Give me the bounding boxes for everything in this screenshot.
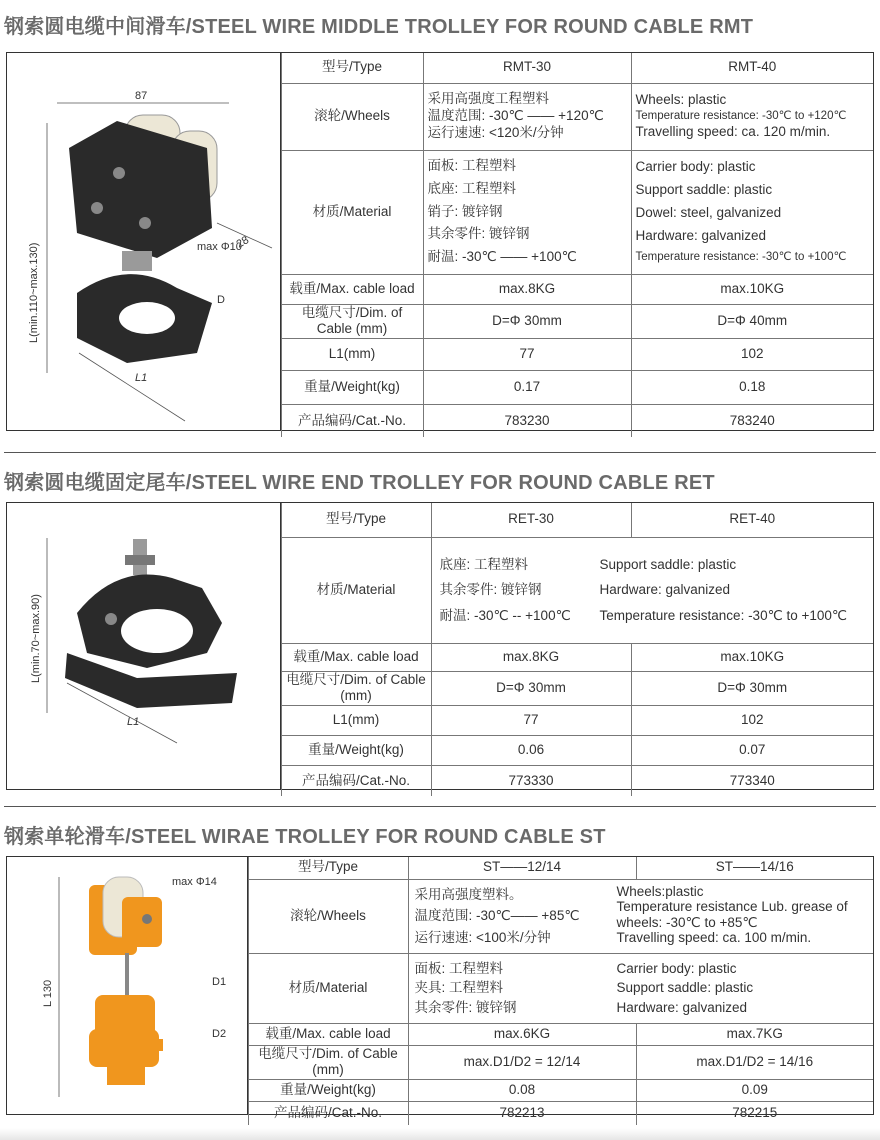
rmt-dim-l1: L1 — [135, 372, 148, 384]
ret-type-col1: RET-30 — [431, 503, 631, 537]
ret-weight-col2: 0.07 — [631, 736, 873, 766]
st-cat-col1: 782213 — [408, 1102, 636, 1125]
st-product-image — [7, 857, 248, 1114]
rmt-weight-col2: 0.18 — [631, 371, 873, 405]
st-dim-col2: max.D1/D2 = 14/16 — [636, 1045, 873, 1080]
ret-material-en: Support saddle: plastic Hardware: galvanized Temperature resistance: -30℃ to +100℃ — [599, 556, 848, 623]
st-dim-d2: D2 — [212, 1028, 227, 1040]
ret-load-col2: max.10KG — [631, 643, 873, 671]
ret-spec-table — [281, 503, 874, 796]
ret-material-label: 材质/Material — [281, 537, 431, 643]
rmt-weight-label: 重量/Weight(kg) — [281, 371, 423, 405]
section-divider — [4, 806, 876, 807]
st-cat-label: 产品编码/Cat.-No. — [248, 1102, 408, 1125]
ret-load-col1: max.8KG — [431, 643, 631, 671]
ret-l1-label: L1(mm) — [281, 706, 431, 736]
st-dim-wheel: max Φ14 — [172, 876, 217, 888]
rmt-dim-d: D — [217, 294, 225, 306]
rmt-dim-label: 电缆尺寸/Dim. of Cable (mm) — [281, 304, 423, 339]
rmt-dim-depth: 28 — [234, 234, 252, 251]
page-footer-bar — [0, 1128, 880, 1140]
st-type-col1: ST——12/14 — [408, 857, 636, 879]
rmt-dim-col2: D=Φ 40mm — [631, 304, 873, 339]
ret-weight-label: 重量/Weight(kg) — [281, 736, 431, 766]
rmt-load-col1: max.8KG — [423, 274, 631, 304]
ret-dim-height: L(min.70~max.90) — [30, 594, 42, 683]
rmt-cat-col1: 783230 — [423, 405, 631, 437]
st-wheels-cn: 采用高强度塑料。 温度范围: -30℃—— +85℃ 运行速速: <100米/分钟 — [414, 886, 580, 945]
st-load-col2: max.7KG — [636, 1023, 873, 1045]
rmt-dim-width: 87 — [135, 90, 148, 102]
st-weight-label: 重量/Weight(kg) — [248, 1080, 408, 1102]
rmt-type-col1: RMT-30 — [423, 53, 631, 83]
ret-dim-col1: D=Φ 30mm — [431, 671, 631, 706]
st-material-cn: 面板: 工程塑料 夹具: 工程塑料 其余零件: 镀锌钢 — [414, 960, 517, 1015]
ret-type-col2: RET-40 — [631, 503, 873, 537]
rmt-weight-col1: 0.17 — [423, 371, 631, 405]
st-cat-col2: 782215 — [636, 1102, 873, 1125]
rmt-wheels-label: 滚轮/Wheels — [281, 83, 423, 150]
st-material-label: 材质/Material — [248, 953, 408, 1023]
ret-weight-col1: 0.06 — [431, 736, 631, 766]
rmt-cat-col2: 783240 — [631, 405, 873, 437]
rmt-spec-table — [281, 53, 874, 437]
rmt-section-title: 钢索圆电缆中间滑车/STEEL WIRE MIDDLE TROLLEY FOR ROUND CABLE RMT — [4, 16, 754, 38]
rmt-l1-col2: 102 — [631, 339, 873, 371]
rmt-type-label: 型号/Type — [281, 53, 423, 83]
ret-product-image — [7, 503, 281, 789]
ret-cat-label: 产品编码/Cat.-No. — [281, 766, 431, 796]
st-wheels-label: 滚轮/Wheels — [248, 879, 408, 953]
st-dim-d1: D1 — [212, 976, 227, 988]
st-wheels-cell — [408, 879, 873, 953]
rmt-dim-wheel: max Φ10 — [197, 241, 242, 253]
ret-type-label: 型号/Type — [281, 503, 431, 537]
rmt-wheels-en: Wheels: plastic Temperature resistance: -30℃ to +120℃ Travelling speed: ca. 120 m/min. — [631, 83, 873, 150]
rmt-cat-label: 产品编码/Cat.-No. — [281, 405, 423, 437]
rmt-dim-col1: D=Φ 30mm — [423, 304, 631, 339]
rmt-type-col2: RMT-40 — [631, 53, 873, 83]
ret-load-label: 载重/Max. cable load — [281, 643, 431, 671]
ret-cat-col2: 773340 — [631, 766, 873, 796]
rmt-wheels-cn: 采用高强度工程塑料 温度范围: -30℃ —— +120℃ 运行速速: <120米/分钟 — [423, 83, 631, 150]
rmt-dim-height: L(min.110~max.130) — [28, 242, 40, 343]
ret-section-title: 钢索圆电缆固定尾车/STEEL WIRE END TROLLEY FOR ROUND CABLE RET — [4, 472, 715, 494]
st-spec-table — [248, 857, 874, 1125]
rmt-load-col2: max.10KG — [631, 274, 873, 304]
st-type-col2: ST——14/16 — [636, 857, 873, 879]
st-section-title: 钢索单轮滑车/STEEL WIRAE TROLLEY FOR ROUND CABLE ST — [4, 826, 606, 848]
rmt-load-label: 载重/Max. cable load — [281, 274, 423, 304]
rmt-material-cn: 面板: 工程塑料 底座: 工程塑料 销子: 镀锌钢 其余零件: 镀锌钢 耐温: -30℃ —— +100℃ — [423, 150, 631, 274]
ret-dim-label: 电缆尺寸/Dim. of Cable (mm) — [281, 671, 431, 706]
st-dim-height: L 130 — [42, 979, 54, 1007]
ret-dim-l1: L1 — [127, 716, 140, 728]
ret-spec-frame — [6, 502, 874, 790]
st-spec-frame — [6, 856, 874, 1121]
rmt-material-label: 材质/Material — [281, 150, 423, 274]
ret-material-cn: 底座: 工程塑料 其余零件: 镀锌钢 耐温: -30℃ -- +100℃ — [439, 556, 571, 623]
st-material-en: Carrier body: plastic Support saddle: plastic Hardware: galvanized — [616, 960, 754, 1015]
st-load-label: 载重/Max. cable load — [248, 1023, 408, 1045]
ret-material-cell — [431, 537, 873, 643]
st-load-col1: max.6KG — [408, 1023, 636, 1045]
ret-dim-col2: D=Φ 30mm — [631, 671, 873, 706]
st-type-label: 型号/Type — [248, 857, 408, 879]
st-dim-col1: max.D1/D2 = 12/14 — [408, 1045, 636, 1080]
section-divider — [4, 452, 876, 453]
rmt-product-image — [7, 53, 281, 430]
ret-l1-col2: 102 — [631, 706, 873, 736]
ret-cat-col1: 773330 — [431, 766, 631, 796]
st-material-cell — [408, 953, 873, 1023]
st-dim-label: 电缆尺寸/Dim. of Cable (mm) — [248, 1045, 408, 1080]
st-weight-col2: 0.09 — [636, 1080, 873, 1102]
rmt-spec-frame — [6, 52, 874, 431]
rmt-l1-col1: 77 — [423, 339, 631, 371]
rmt-material-en: Carrier body: plastic Support saddle: plastic Dowel: steel, galvanized Hardware: galvanized Temperature resistance: -30℃ to +100℃ — [631, 150, 873, 274]
st-wheels-en: Wheels:plastic Temperature resistance Lub. grease of wheels: -30℃ to +85℃ Travelling speed: ca. 100 m/min. — [616, 883, 848, 946]
rmt-l1-label: L1(mm) — [281, 339, 423, 371]
st-weight-col1: 0.08 — [408, 1080, 636, 1102]
ret-l1-col1: 77 — [431, 706, 631, 736]
